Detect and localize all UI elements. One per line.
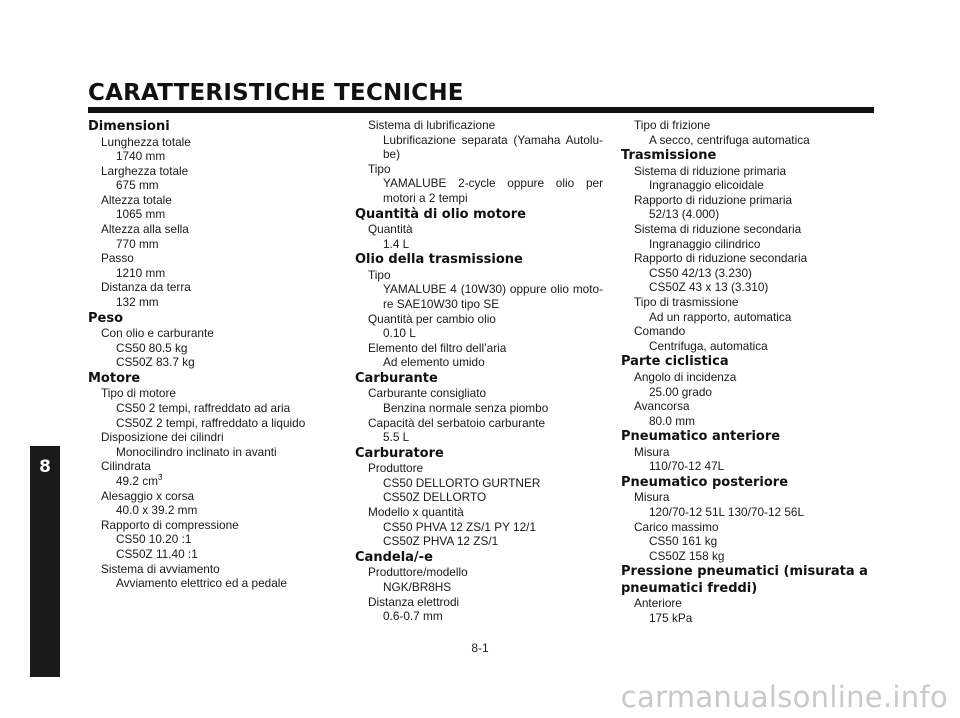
spec-label: Comando xyxy=(634,324,686,339)
spec-label: Sistema di lubrificazione xyxy=(368,118,496,132)
spec-value-cilindrata xyxy=(88,474,318,489)
spec-label: Sistema di avviamento xyxy=(101,561,220,576)
title-underline xyxy=(88,107,874,113)
spec-label: Distanza elettrodi xyxy=(368,594,460,609)
spec-value: CS50 80.5 kg xyxy=(116,340,188,355)
section-heading-pressione-pneumatici: Pressione pneumatici (misurata a xyxy=(621,564,868,580)
spec-label: Altezza alla sella xyxy=(101,222,189,237)
spec-label: Quantità xyxy=(368,222,413,237)
spec-value: CS50 161 kg xyxy=(649,534,718,549)
section-heading-pneumatico-posteriore: Pneumatico posteriore xyxy=(621,474,789,490)
section-heading-dimensioni: Dimensioni xyxy=(88,119,170,134)
spec-value: CS50Z 43 x 13 (3.310) xyxy=(649,280,769,295)
spec-label: Tipo di trasmissione xyxy=(634,295,739,310)
spec-label: Produttore xyxy=(368,461,424,476)
specs-column-2 xyxy=(355,118,603,624)
spec-value: Avviamento elettrico ed a pedale xyxy=(116,576,287,591)
spec-value: 1210 mm xyxy=(116,265,166,280)
spec-value: CS50 DELLORTO GURTNER xyxy=(383,475,541,490)
spec-label: Altezza totale xyxy=(101,192,172,207)
spec-value: Monocilindro inclinato in avanti xyxy=(116,444,277,459)
spec-label: Sistema di riduzione secondaria xyxy=(634,222,802,237)
spec-label: Larghezza totale xyxy=(101,163,189,178)
spec-label: Anteriore xyxy=(634,596,682,611)
spec-label: Passo xyxy=(101,251,134,266)
spec-value: 110/70-12 47L xyxy=(649,459,725,474)
spec-value: 1.4 L xyxy=(383,236,410,251)
spec-label: Tipo xyxy=(368,267,391,282)
spec-label: Sistema di riduzione primaria xyxy=(634,163,787,178)
spec-label: Carico massimo xyxy=(634,519,719,534)
spec-value: 5.5 L xyxy=(383,430,410,445)
section-heading-carburante: Carburante xyxy=(355,370,438,386)
spec-label: Lunghezza totale xyxy=(101,134,191,149)
spec-value: Lubrificazione separata (Yamaha Autolu-be) xyxy=(383,132,603,162)
spec-label: Misura xyxy=(634,490,670,505)
spec-label: Cilindrata xyxy=(101,459,151,474)
spec-value: 770 mm xyxy=(116,236,159,251)
section-heading-parte-ciclistica: Parte ciclistica xyxy=(621,354,729,370)
spec-label: Tipo xyxy=(368,161,391,176)
spec-label: Con olio e carburante xyxy=(101,326,214,341)
spec-value: Benzina normale senza piombo xyxy=(383,401,549,415)
page-number: 8-1 xyxy=(471,641,489,655)
spec-label: Capacità del serbatoio carburante xyxy=(368,415,546,430)
spec-value: YAMALUBE 4 (10W30) oppure olio moto-re SAE10W30 tipo SE xyxy=(383,282,603,311)
spec-value: 1065 mm xyxy=(116,207,166,222)
spec-value: CS50Z 11.40 :1 xyxy=(116,546,198,561)
spec-label: Distanza da terra xyxy=(101,280,191,295)
spec-label: Disposizione dei cilindri xyxy=(101,430,224,445)
spec-value: CS50 42/13 (3.230) xyxy=(649,265,752,280)
section-heading-olio-trasmissione: Olio della trasmissione xyxy=(355,252,523,268)
spec-label: Angolo di incidenza xyxy=(634,369,737,384)
spec-label: Modello x quantità xyxy=(368,505,464,520)
spec-value: 120/70-12 51L 130/70-12 56L xyxy=(649,505,805,520)
spec-value: 52/13 (4.000) xyxy=(649,207,720,222)
cilindrata-value: 49.2 cm xyxy=(116,473,158,488)
spec-value: 0.6-0.7 mm xyxy=(383,609,443,624)
specs-column-1 xyxy=(88,118,318,591)
spec-label: Elemento del filtro dell’aria xyxy=(368,340,507,355)
spec-value: Ad un rapporto, automatica xyxy=(649,309,792,324)
spec-value: CS50 2 tempi, raffreddato ad aria xyxy=(116,401,291,415)
spec-value: CS50Z 2 tempi, raffreddato a liquido xyxy=(116,415,306,430)
spec-label: Carburante consigliato xyxy=(368,386,487,401)
spec-value: 40.0 x 39.2 mm xyxy=(116,503,198,518)
spec-value: CS50Z 83.7 kg xyxy=(116,355,195,370)
spec-value: 675 mm xyxy=(116,178,159,193)
spec-value: CS50 PHVA 12 ZS/1 PY 12/1 xyxy=(383,519,537,534)
watermark: carmanualsonline.info xyxy=(620,680,948,714)
spec-value: 1740 mm xyxy=(116,149,166,164)
spec-label: Rapporto di riduzione primaria xyxy=(634,192,793,207)
section-heading-pneumatico-anteriore: Pneumatico anteriore xyxy=(621,429,781,445)
spec-value: Ingranaggio cilindrico xyxy=(649,236,761,251)
spec-label: Tipo di motore xyxy=(101,386,176,401)
section-heading-trasmissione: Trasmissione xyxy=(621,148,717,164)
spec-value: CS50Z 158 kg xyxy=(649,548,725,563)
spec-value: 80.0 mm xyxy=(649,413,695,428)
spec-label: Misura xyxy=(634,444,670,459)
spec-value: YAMALUBE 2-cycle oppure olio per motori a 2 tempi xyxy=(383,176,603,205)
section-heading-quantita-olio: Quantità di olio motore xyxy=(355,206,526,222)
spec-label: Quantità per cambio olio xyxy=(368,311,496,326)
spec-value: 0.10 L xyxy=(383,326,416,341)
section-heading-peso: Peso xyxy=(88,310,124,326)
spec-value: CS50Z DELLORTO xyxy=(383,490,487,505)
chapter-number: 8 xyxy=(39,457,51,477)
spec-value: Centrifuga, automatica xyxy=(649,338,768,353)
spec-value: CS50 10.20 :1 xyxy=(116,532,192,547)
spec-label: Rapporto di riduzione secondaria xyxy=(634,251,808,266)
spec-value: Ad elemento umido xyxy=(383,355,485,370)
spec-value: 25.00 grado xyxy=(649,384,712,399)
spec-value: Ingranaggio elicoidale xyxy=(649,178,764,193)
cubic-superscript: 3 xyxy=(157,473,163,483)
section-heading-pressione-pneumatici-cont: pneumatici freddi) xyxy=(621,580,758,596)
page-title: CARATTERISTICHE TECNICHE xyxy=(88,80,464,106)
spec-value: NGK/BR8HS xyxy=(383,579,452,594)
spec-label: Alesaggio x corsa xyxy=(101,488,195,503)
section-heading-candela: Candela/-e xyxy=(355,549,433,565)
section-heading-motore: Motore xyxy=(88,370,141,386)
spec-label: Tipo di frizione xyxy=(634,118,711,132)
spec-label: Avancorsa xyxy=(634,399,690,414)
spec-value: 175 kPa xyxy=(649,611,693,626)
spec-value: CS50Z PHVA 12 ZS/1 xyxy=(383,534,499,549)
spec-value: 132 mm xyxy=(116,295,159,310)
spec-label: Produttore/modello xyxy=(368,565,468,580)
specs-column-3 xyxy=(621,118,876,626)
spec-label: Rapporto di compressione xyxy=(101,517,239,532)
section-heading-carburatore: Carburatore xyxy=(355,445,444,461)
spec-value: A secco, centrifuga automatica xyxy=(649,132,810,147)
